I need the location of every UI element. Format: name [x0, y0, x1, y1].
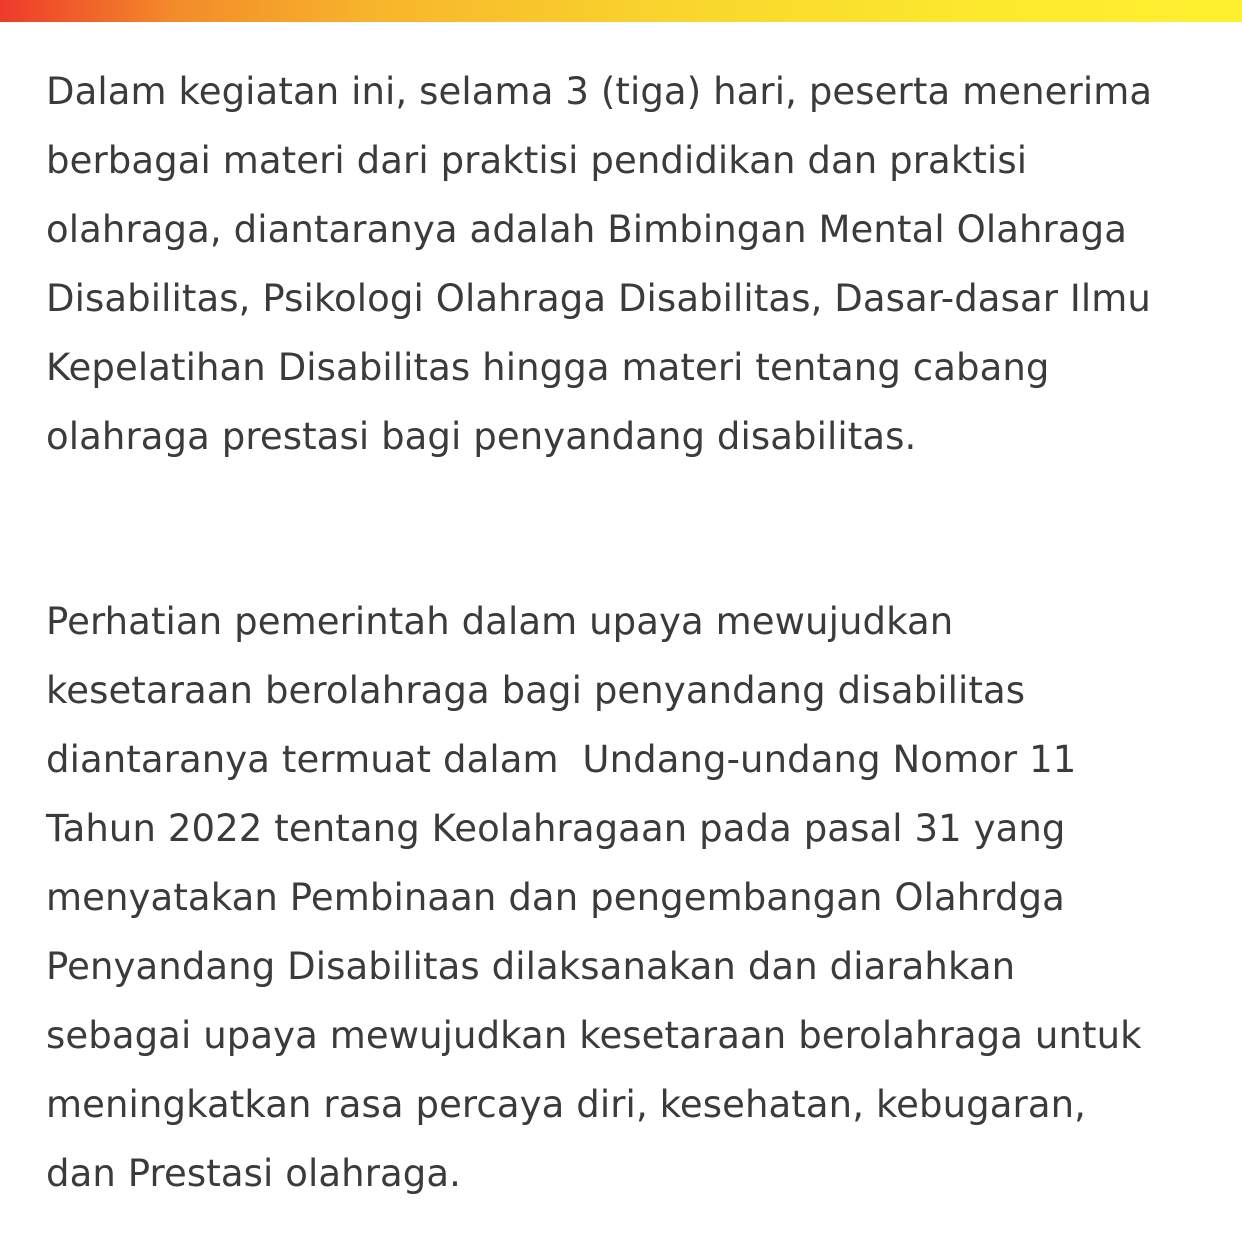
paragraph-spacer — [46, 471, 1216, 587]
paragraph-line: menyatakan Pembinaan dan pengembangan Olahrdga — [46, 876, 1065, 919]
paragraph-1 — [46, 57, 1216, 471]
paragraph-line: dan Prestasi olahraga. — [46, 1152, 462, 1195]
paragraph-line: Perhatian pemerintah dalam upaya mewujudkan — [46, 600, 954, 643]
paragraph-line: olahraga prestasi bagi penyandang disabilitas. — [46, 415, 917, 458]
paragraph-line: olahraga, diantaranya adalah Bimbingan Mental Olahraga — [46, 208, 1127, 251]
paragraph-line: meningkatkan rasa percaya diri, kesehatan, kebugaran, — [46, 1083, 1087, 1126]
paragraph-line: diantaranya termuat dalam Undang-undang Nomor 11 — [46, 738, 1077, 781]
paragraph-line: Penyandang Disabilitas dilaksanakan dan diarahkan — [46, 945, 1016, 988]
paragraph-2 — [46, 587, 1216, 1208]
paragraph-line: Kepelatihan Disabilitas hingga materi tentang cabang — [46, 346, 1050, 389]
paragraph-line: Disabilitas, Psikologi Olahraga Disabilitas, Dasar-dasar Ilmu — [46, 277, 1151, 320]
paragraph-line: Tahun 2022 tentang Keolahragaan pada pasal 31 yang — [46, 807, 1066, 850]
paragraph-line: berbagai materi dari praktisi pendidikan dan praktisi — [46, 139, 1028, 182]
paragraph-line: Dalam kegiatan ini, selama 3 (tiga) hari, peserta menerima — [46, 70, 1153, 113]
article-body — [46, 57, 1216, 1208]
top-accent-bar — [0, 0, 1242, 22]
paragraph-line: kesetaraan berolahraga bagi penyandang disabilitas — [46, 669, 1026, 712]
paragraph-line: sebagai upaya mewujudkan kesetaraan berolahraga untuk — [46, 1014, 1142, 1057]
